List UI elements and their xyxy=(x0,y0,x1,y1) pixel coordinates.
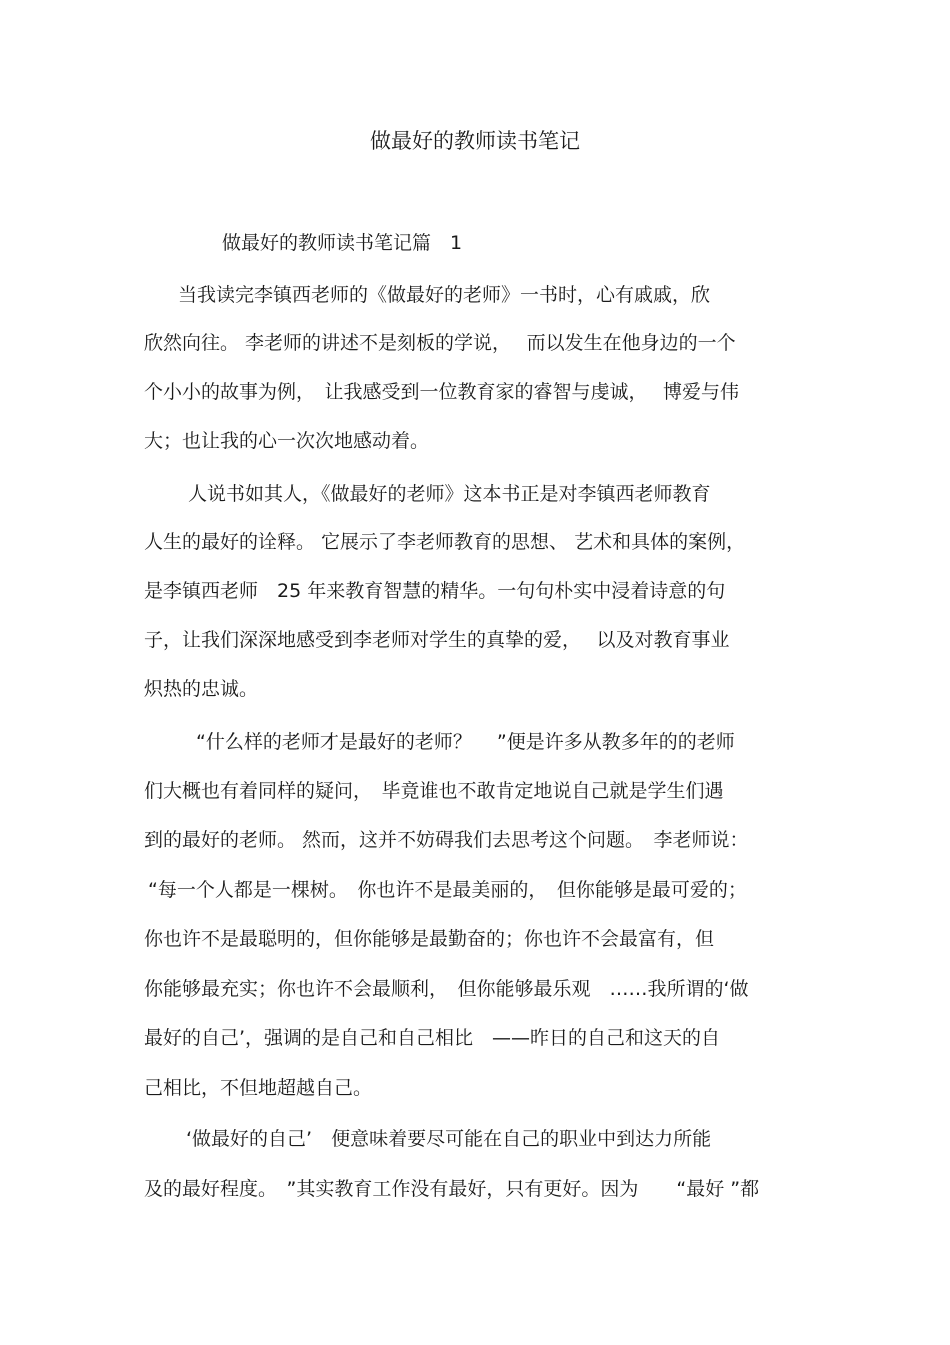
paragraph-line: “每一个人都是一棵树。 你也许不是最美丽的， 但你能够是最可爱的； xyxy=(148,879,747,901)
paragraph-line: 是李镇西老师 25 年来教育智慧的精华。一句句朴实中浸着诗意的句 xyxy=(144,580,726,602)
paragraph-line: 子，让我们深深地感受到李老师对学生的真挚的爱， 以及对教育事业 xyxy=(144,629,730,651)
paragraph-line: 人生的最好的诠释。 它展示了李老师教育的思想、 艺术和具体的案例， xyxy=(144,531,746,553)
paragraph-line: 炽热的忠诚。 xyxy=(144,678,259,700)
paragraph-line: 大；也让我的心一次次地感动着。 xyxy=(144,430,430,452)
paragraph-line: 最好的自己’，强调的是自己和自己相比 ——昨日的自己和这天的自 xyxy=(144,1027,721,1049)
paragraph-line: 人说书如其人，《做最好的老师》这本书正是对李镇西老师教育 xyxy=(188,483,711,505)
paragraph-line: ‘做最好的自己’ 便意味着要尽可能在自己的职业中到达力所能 xyxy=(186,1128,712,1150)
page-title: 做最好的教师读书笔记 xyxy=(370,129,580,153)
paragraph-line: 你能够最充实；你也许不会最顺利， 但你能够最乐观 ……我所谓的‘做 xyxy=(144,978,749,1000)
paragraph-line: 们大概也有着同样的疑问， 毕竟谁也不敢肯定地说自己就是学生们遇 xyxy=(144,780,724,802)
paragraph-line: 己相比，不但地超越自己。 xyxy=(144,1077,373,1099)
paragraph-line: “什么样的老师才是最好的老师？ ”便是许多从教多年的的老师 xyxy=(196,731,735,753)
paragraph-line: 欣然向往。 李老师的讲述不是刻板的学说， 而以发生在他身边的一个 xyxy=(144,332,736,354)
paragraph-line: 当我读完李镇西老师的《做最好的老师》一书时，心有戚戚，欣 xyxy=(178,284,711,306)
paragraph-line: 到的最好的老师。 然而，这并不妨碍我们去思考这个问题。 李老师说： xyxy=(144,829,749,851)
paragraph-line: 及的最好程度。 ”其实教育工作没有最好，只有更好。因为 “最好 ”都 xyxy=(144,1178,760,1200)
section-heading: 做最好的教师读书笔记篇 1 xyxy=(222,232,463,254)
paragraph-line: 你也许不是最聪明的，但你能够是最勤奋的；你也许不会最富有，但 xyxy=(144,928,715,950)
paragraph-line: 个小小的故事为例， 让我感受到一位教育家的睿智与虔诚， 博爱与伟 xyxy=(144,381,740,403)
